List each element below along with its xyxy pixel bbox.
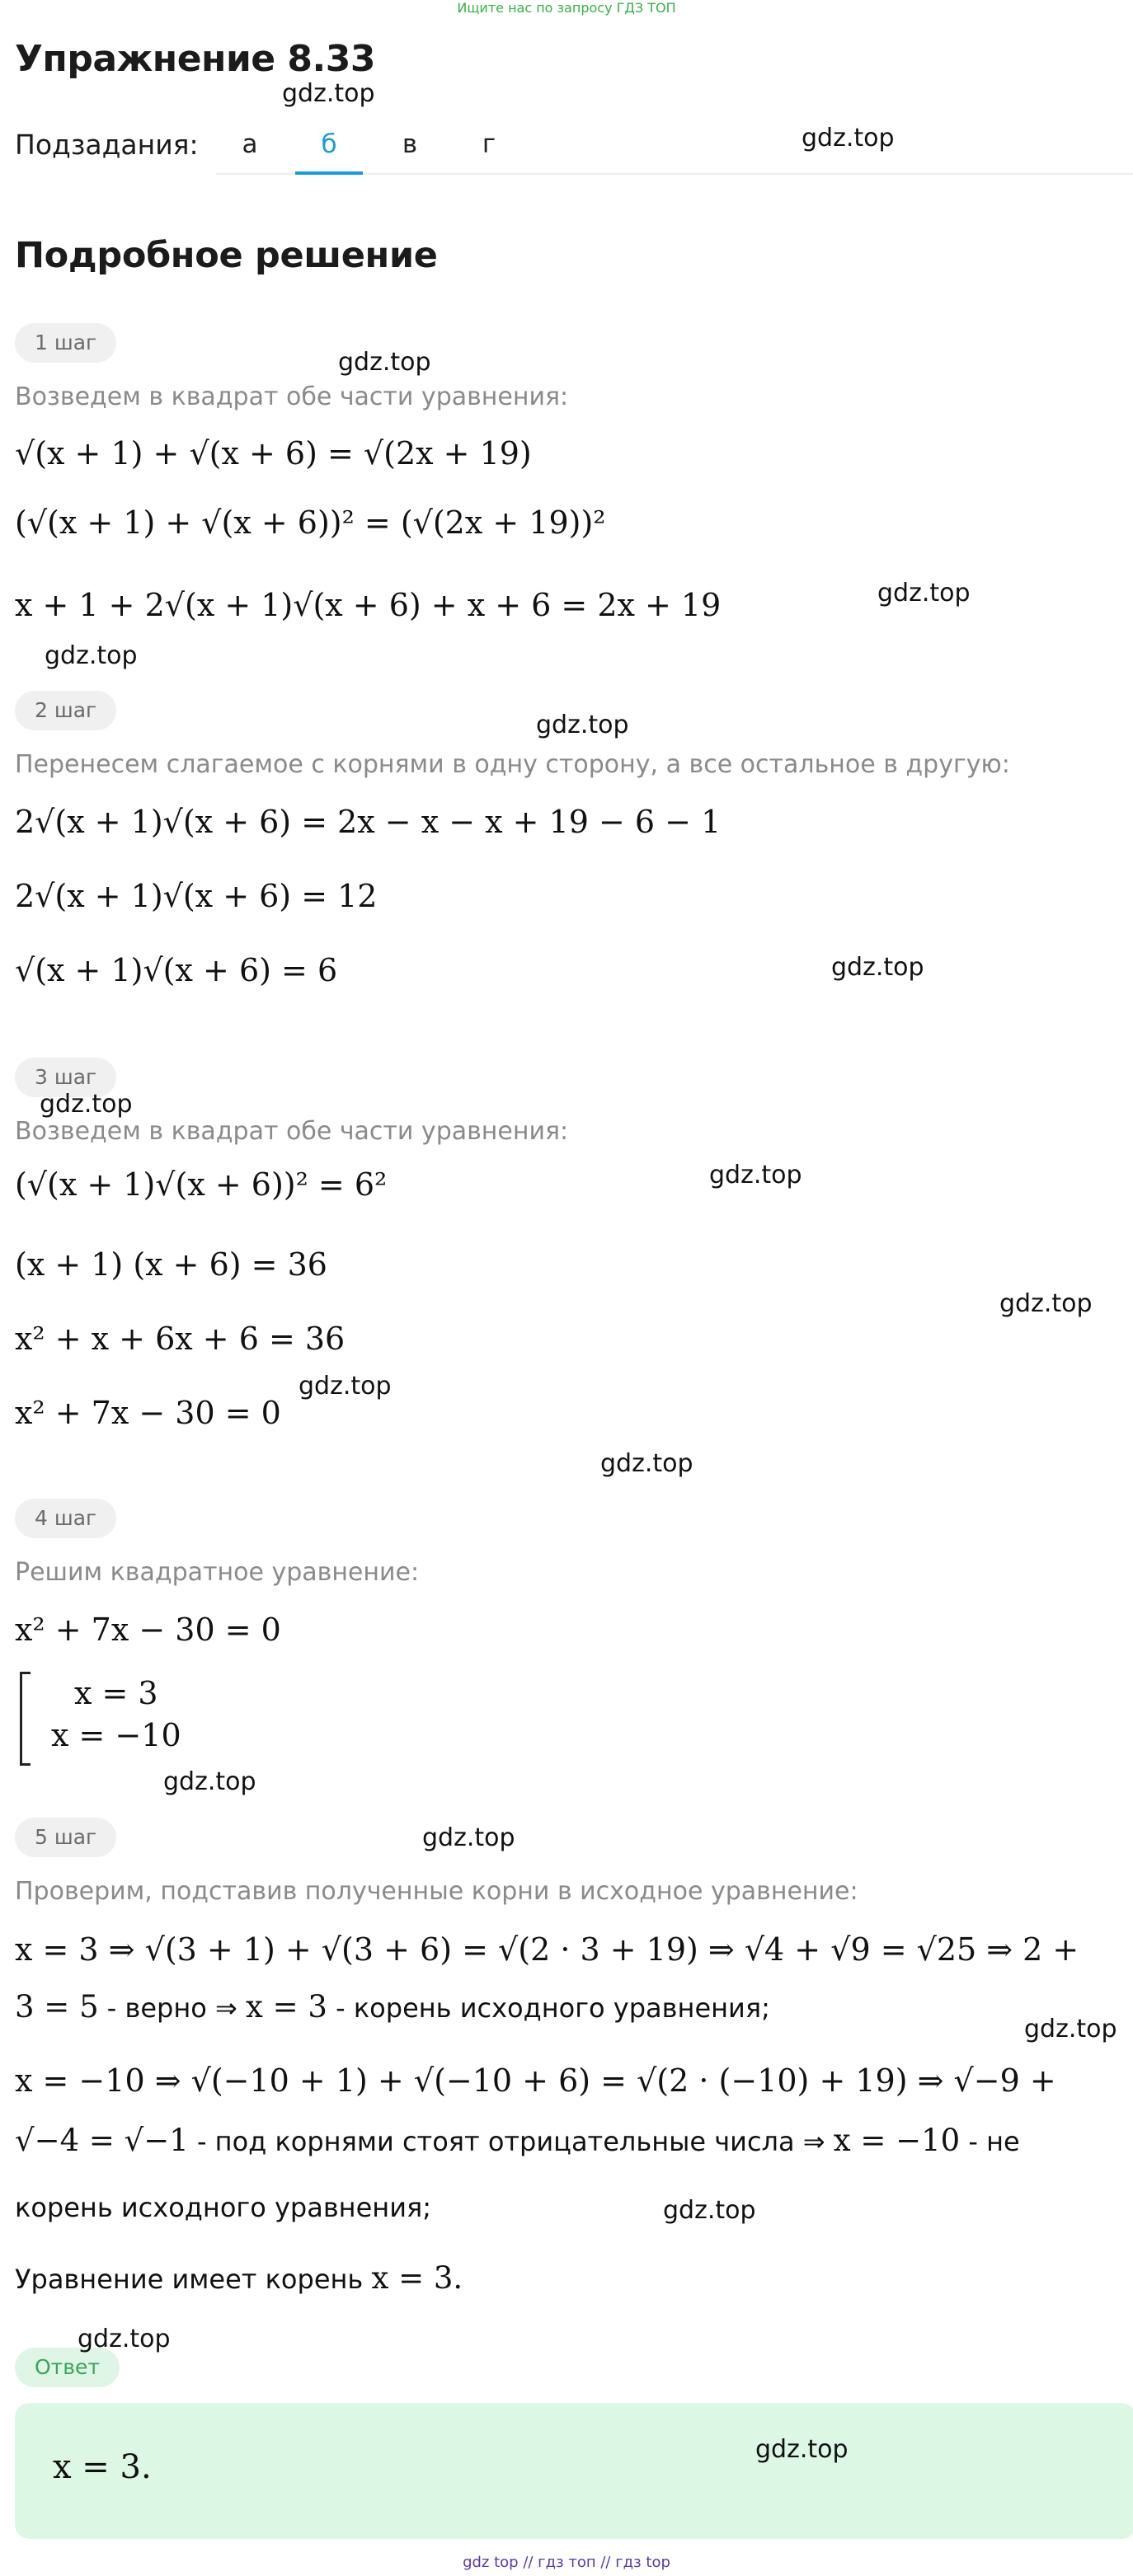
page-title: Упражнение 8.33: [15, 38, 375, 80]
step-5-badge: 5 шаг: [15, 1818, 116, 1857]
tab-b[interactable]: б: [295, 115, 363, 175]
answer-box: [15, 2403, 1133, 2539]
watermark: gdz.top: [282, 79, 375, 108]
watermark: gdz.top: [663, 2196, 756, 2225]
check-1-verdict: - верно ⇒: [98, 1992, 247, 2024]
subtasks-label: Подзадания:: [15, 129, 199, 161]
step-3-eq-4: x² + 7x − 30 = 0: [15, 1395, 281, 1431]
check-1-conclusion: - корень исходного уравнения;: [327, 1992, 770, 2024]
watermark: gdz.top: [709, 1161, 802, 1189]
check-1-root: x = 3: [246, 1989, 327, 2025]
step-3-badge: 3 шаг: [15, 1058, 116, 1097]
watermark: gdz.top: [1024, 2015, 1117, 2043]
watermark: gdz.top: [78, 2325, 171, 2353]
check-2-line-2: [15, 2123, 1020, 2158]
step-4-eq-1: x² + 7x − 30 = 0: [15, 1612, 281, 1648]
root-1: x = 3: [74, 1675, 158, 1711]
watermark: gdz.top: [999, 1289, 1093, 1318]
section-title: Подробное решение: [15, 235, 438, 276]
check-1-line-1: x = 3 ⇒ √(3 + 1) + √(3 + 6) = √(2 · 3 + 19) ⇒ √4 + √9 = √25 ⇒ 2 +: [15, 1931, 1079, 1968]
watermark: gdz.top: [755, 2435, 849, 2464]
step-3-text: Возведем в квадрат обе части уравнения:: [15, 1117, 569, 1146]
step-1-eq-1: √(x + 1) + √(x + 6) = √(2x + 19): [15, 435, 532, 472]
watermark: gdz.top: [536, 711, 629, 739]
step-4-text: Решим квадратное уравнение:: [15, 1558, 420, 1587]
step-4-badge: 4 шаг: [15, 1499, 116, 1538]
step-1-badge: 1 шаг: [15, 323, 116, 363]
step-1-text: Возведем в квадрат обе части уравнения:: [15, 382, 569, 411]
step-1-eq-3: x + 1 + 2√(x + 1)√(x + 6) + x + 6 = 2x + 19: [15, 587, 722, 623]
root-2: x = −10: [51, 1717, 181, 1753]
step-2-eq-2: 2√(x + 1)√(x + 6) = 12: [15, 878, 378, 914]
answer-text: x = 3.: [53, 2448, 152, 2486]
step-2-eq-1: 2√(x + 1)√(x + 6) = 2x − x − x + 19 − 6 − 1: [15, 804, 722, 840]
conclusion-root: x = 3.: [371, 2260, 463, 2296]
check-2-conclusion-cont: корень исходного уравнения;: [15, 2192, 432, 2223]
step-2-text: Перенесем слагаемое с корнями в одну сторону, а все остальное в другую:: [15, 750, 1010, 779]
watermark: gdz.top: [163, 1767, 256, 1796]
watermark: gdz.top: [831, 953, 924, 982]
system-bracket: [20, 1672, 31, 1766]
watermark: gdz.top: [877, 579, 971, 608]
top-note: Ищите нас по запросу ГДЗ ТОП: [457, 0, 676, 16]
check-1-eq: 3 = 5: [15, 1989, 99, 2025]
watermark: gdz.top: [422, 1823, 515, 1852]
conclusion: [15, 2260, 463, 2296]
footer: gdz top // гдз топ // гдз top: [463, 2554, 670, 2571]
watermark: gdz.top: [802, 124, 895, 152]
tab-a[interactable]: а: [242, 129, 258, 159]
step-3-eq-1: (√(x + 1)√(x + 6))² = 6²: [15, 1166, 388, 1203]
step-3-eq-2: (x + 1) (x + 6) = 36: [15, 1246, 327, 1283]
subtasks-tabs: [216, 115, 1133, 175]
tab-g[interactable]: г: [482, 129, 496, 159]
watermark: gdz.top: [299, 1372, 392, 1401]
check-2-eq: √−4 = √−1: [15, 2123, 189, 2158]
step-2-eq-3: √(x + 1)√(x + 6) = 6: [15, 952, 338, 988]
watermark: gdz.top: [600, 1449, 693, 1478]
check-1-line-2: [15, 1989, 770, 2025]
check-2-verdict: - под корнями стоят отрицательные числа ⇒: [188, 2126, 834, 2157]
step-3-eq-3: x² + x + 6x + 6 = 36: [15, 1321, 346, 1357]
watermark: gdz.top: [40, 1090, 133, 1119]
watermark: gdz.top: [338, 348, 431, 377]
step-5-text: Проверим, подставив полученные корни в исходное уравнение:: [15, 1877, 858, 1906]
tab-v[interactable]: в: [402, 129, 418, 159]
step-1-eq-2: (√(x + 1) + √(x + 6))² = (√(2x + 19))²: [15, 504, 606, 541]
watermark: gdz.top: [45, 641, 138, 670]
conclusion-text: Уравнение имеет корень: [15, 2264, 372, 2295]
check-2-root: x = −10: [833, 2123, 961, 2158]
step-2-badge: 2 шаг: [15, 691, 116, 730]
check-2-line-3: [15, 2189, 431, 2224]
check-2-conclusion: - не: [960, 2126, 1020, 2157]
answer-badge: Ответ: [15, 2348, 120, 2387]
check-2-line-1: x = −10 ⇒ √(−10 + 1) + √(−10 + 6) = √(2 · (−10) + 19) ⇒ √−9 +: [15, 2062, 1056, 2099]
